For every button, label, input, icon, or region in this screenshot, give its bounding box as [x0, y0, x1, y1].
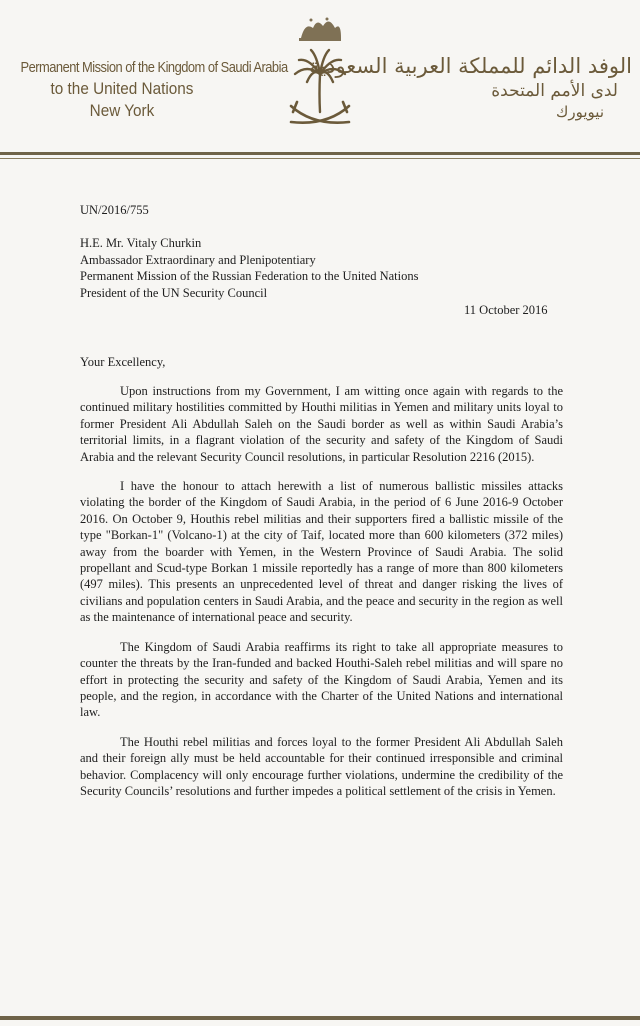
letterhead-english: [4, 58, 288, 122]
letterhead-divider-thin: [0, 158, 640, 159]
letterhead-arabic-line2: لدى الأمم المتحدة: [491, 81, 618, 101]
letterhead-english-line2: to the United Nations: [50, 79, 194, 98]
salutation: Your Excellency,: [80, 355, 166, 369]
addressee-block: [80, 235, 419, 301]
addressee-mission: Permanent Mission of the Russian Federation to the United Nations: [80, 269, 419, 283]
body-paragraph-1: Upon instructions from my Government, I am witting once again with regards to the continued military hostilities committed by Houthi militias in Yemen and military units loyal to former President Ali Abdullah Saleh on the Saudi border as well as within Saudi Arabia’s territorial limits, in a flagrant violation of the security and safety of the Kingdom of Saudi Arabia and the relevant Security Council resolutions, in particular Resolution 2216 (2015).: [80, 384, 563, 464]
reference-number: UN/2016/755: [80, 203, 149, 217]
letterhead: [0, 0, 640, 160]
body-paragraph-4: The Houthi rebel militias and forces loyal to the former President Ali Abdullah Saleh and their foreign ally must be held accountable for their continued irresponsible and criminal behavior. Complacency will only encourage further violations, undermine the credibility of the Security Councils’ resolutions and further impedes a political settlement of the crisis in Yemen.: [80, 734, 563, 798]
addressee-title: Ambassador Extraordinary and Plenipotentiary: [80, 252, 316, 267]
letterhead-arabic-line3: نيويورك: [556, 103, 604, 121]
body-paragraph-2: I have the honour to attach herewith a list of numerous ballistic missiles attacks violating the border of the Kingdom of Saudi Arabia, in the period of 6 June 2016-9 October 2016. On October 9, Houthis rebel militias and their supporters fired a ballistic missile of the type "Borkan-1" (Volcano-1) at the city of Taif, located more than 600 kilometers (372 miles) away from the boarder with Yemen, in the Western Province of Saudi Arabia. The solid propellant and Scud-type Borkan 1 missile reportedly has a range of more than 800 kilometers (497 miles). This presents an unprecedented level of threat and danger risking the lives of civilians and population centers in Saudi Arabia, and the peace and security in the region as well as the maintenance of international peace and security.: [80, 479, 563, 625]
letterhead-english-line3: New York: [89, 101, 155, 120]
letterhead-arabic-line1: الوفد الدائم للمملكة العربية السعودية: [309, 54, 632, 78]
addressee-role: President of the UN Security Council: [80, 285, 268, 300]
letterhead-english-line1: Permanent Mission of the Kingdom of Saudi Arabia: [20, 59, 288, 76]
addressee-name: H.E. Mr. Vitaly Churkin: [80, 236, 202, 250]
footer-divider: [0, 1016, 640, 1020]
letter-date: 11 October 2016: [464, 303, 548, 317]
letterhead-divider: [0, 152, 640, 155]
letter-body: [80, 383, 563, 812]
body-paragraph-3: The Kingdom of Saudi Arabia reaffirms its right to take all appropriate measures to counter the threats by the Iran-funded and backed Houthi-Saleh rebel militias and will spare no effort in protecting the security and safety of the Kingdom of Saudi Arabia, Yemen and its people, and the region, in accordance with the Charter of the United Nations and international law.: [80, 639, 563, 720]
letterhead-arabic: [309, 52, 632, 122]
